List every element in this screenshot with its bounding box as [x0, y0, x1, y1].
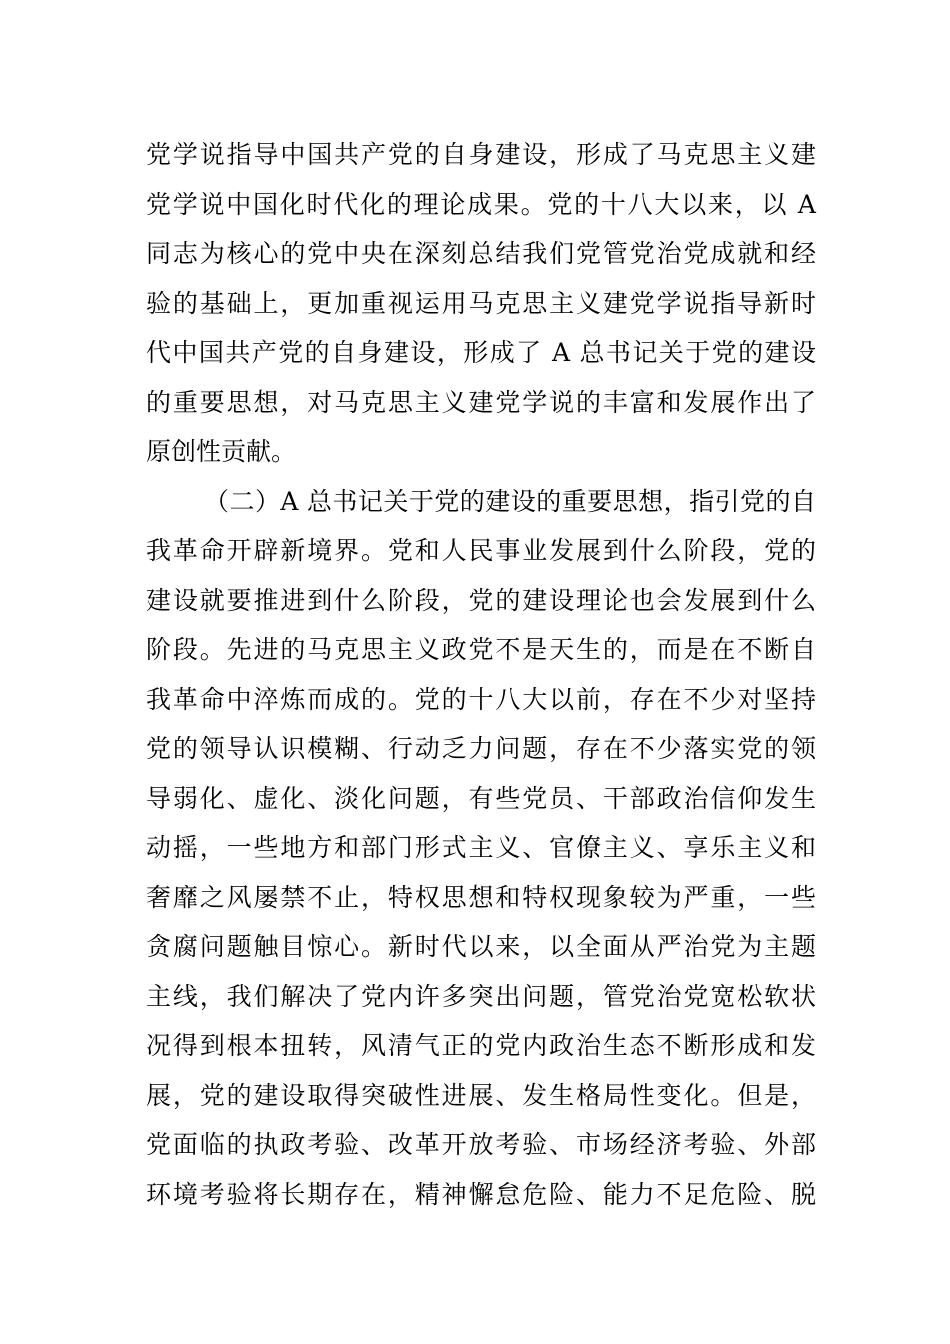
text-line: 我革命开辟新境界。党和人民事业发展到什么阶段，党的 — [146, 536, 816, 565]
section-heading-line: （二）A 总书记关于党的建设的重要思想，指引党的自 — [204, 486, 816, 516]
text-line: 动摇，一些地方和部门形式主义、官僚主义、享乐主义和 — [146, 833, 816, 862]
text-line: 阶段。先进的马克思主义政党不是天生的，而是在不断自 — [146, 635, 816, 664]
text-line: 原创性贡献。 — [146, 437, 297, 466]
text-line: 主线，我们解决了党内许多突出问题，管党治党宽松软状 — [146, 981, 816, 1011]
text-line: 展，党的建设取得突破性进展、发生格局性变化。但是， — [146, 1080, 816, 1110]
text-line: 导弱化、虚化、淡化问题，有些党员、干部政治信仰发生 — [146, 783, 816, 813]
text-line: 的重要思想，对马克思主义建党学说的丰富和发展作出了 — [146, 387, 816, 417]
text-line: 我革命中淬炼而成的。党的十八大以前，存在不少对坚持 — [146, 684, 816, 714]
text-line: 党的领导认识模糊、行动乏力问题，存在不少落实党的领 — [146, 734, 816, 763]
text-line: 奢靡之风屡禁不止，特权思想和特权现象较为严重，一些 — [146, 882, 816, 912]
body-text — [146, 130, 816, 1219]
text-line: 贪腐问题触目惊心。新时代以来，以全面从严治党为主题 — [146, 932, 816, 961]
text-line: 环境考验将长期存在，精神懈怠危险、能力不足危险、脱 — [146, 1179, 816, 1209]
text-line: 党学说中国化时代化的理论成果。党的十八大以来，以 A — [146, 189, 816, 219]
text-line: 况得到根本扭转，风清气正的党内政治生态不断形成和发 — [146, 1031, 816, 1060]
text-line: 党学说指导中国共产党的自身建设，形成了马克思主义建 — [146, 140, 816, 169]
text-line: 建设就要推进到什么阶段，党的建设理论也会发展到什么 — [146, 585, 816, 615]
text-line: 代中国共产党的自身建设，形成了 A 总书记关于党的建设 — [146, 338, 816, 367]
text-line: 党面临的执政考验、改革开放考验、市场经济考验、外部 — [146, 1130, 816, 1159]
text-line: 同志为核心的党中央在深刻总结我们党管党治党成就和经 — [146, 239, 816, 268]
text-line: 验的基础上，更加重视运用马克思主义建党学说指导新时 — [146, 288, 816, 318]
